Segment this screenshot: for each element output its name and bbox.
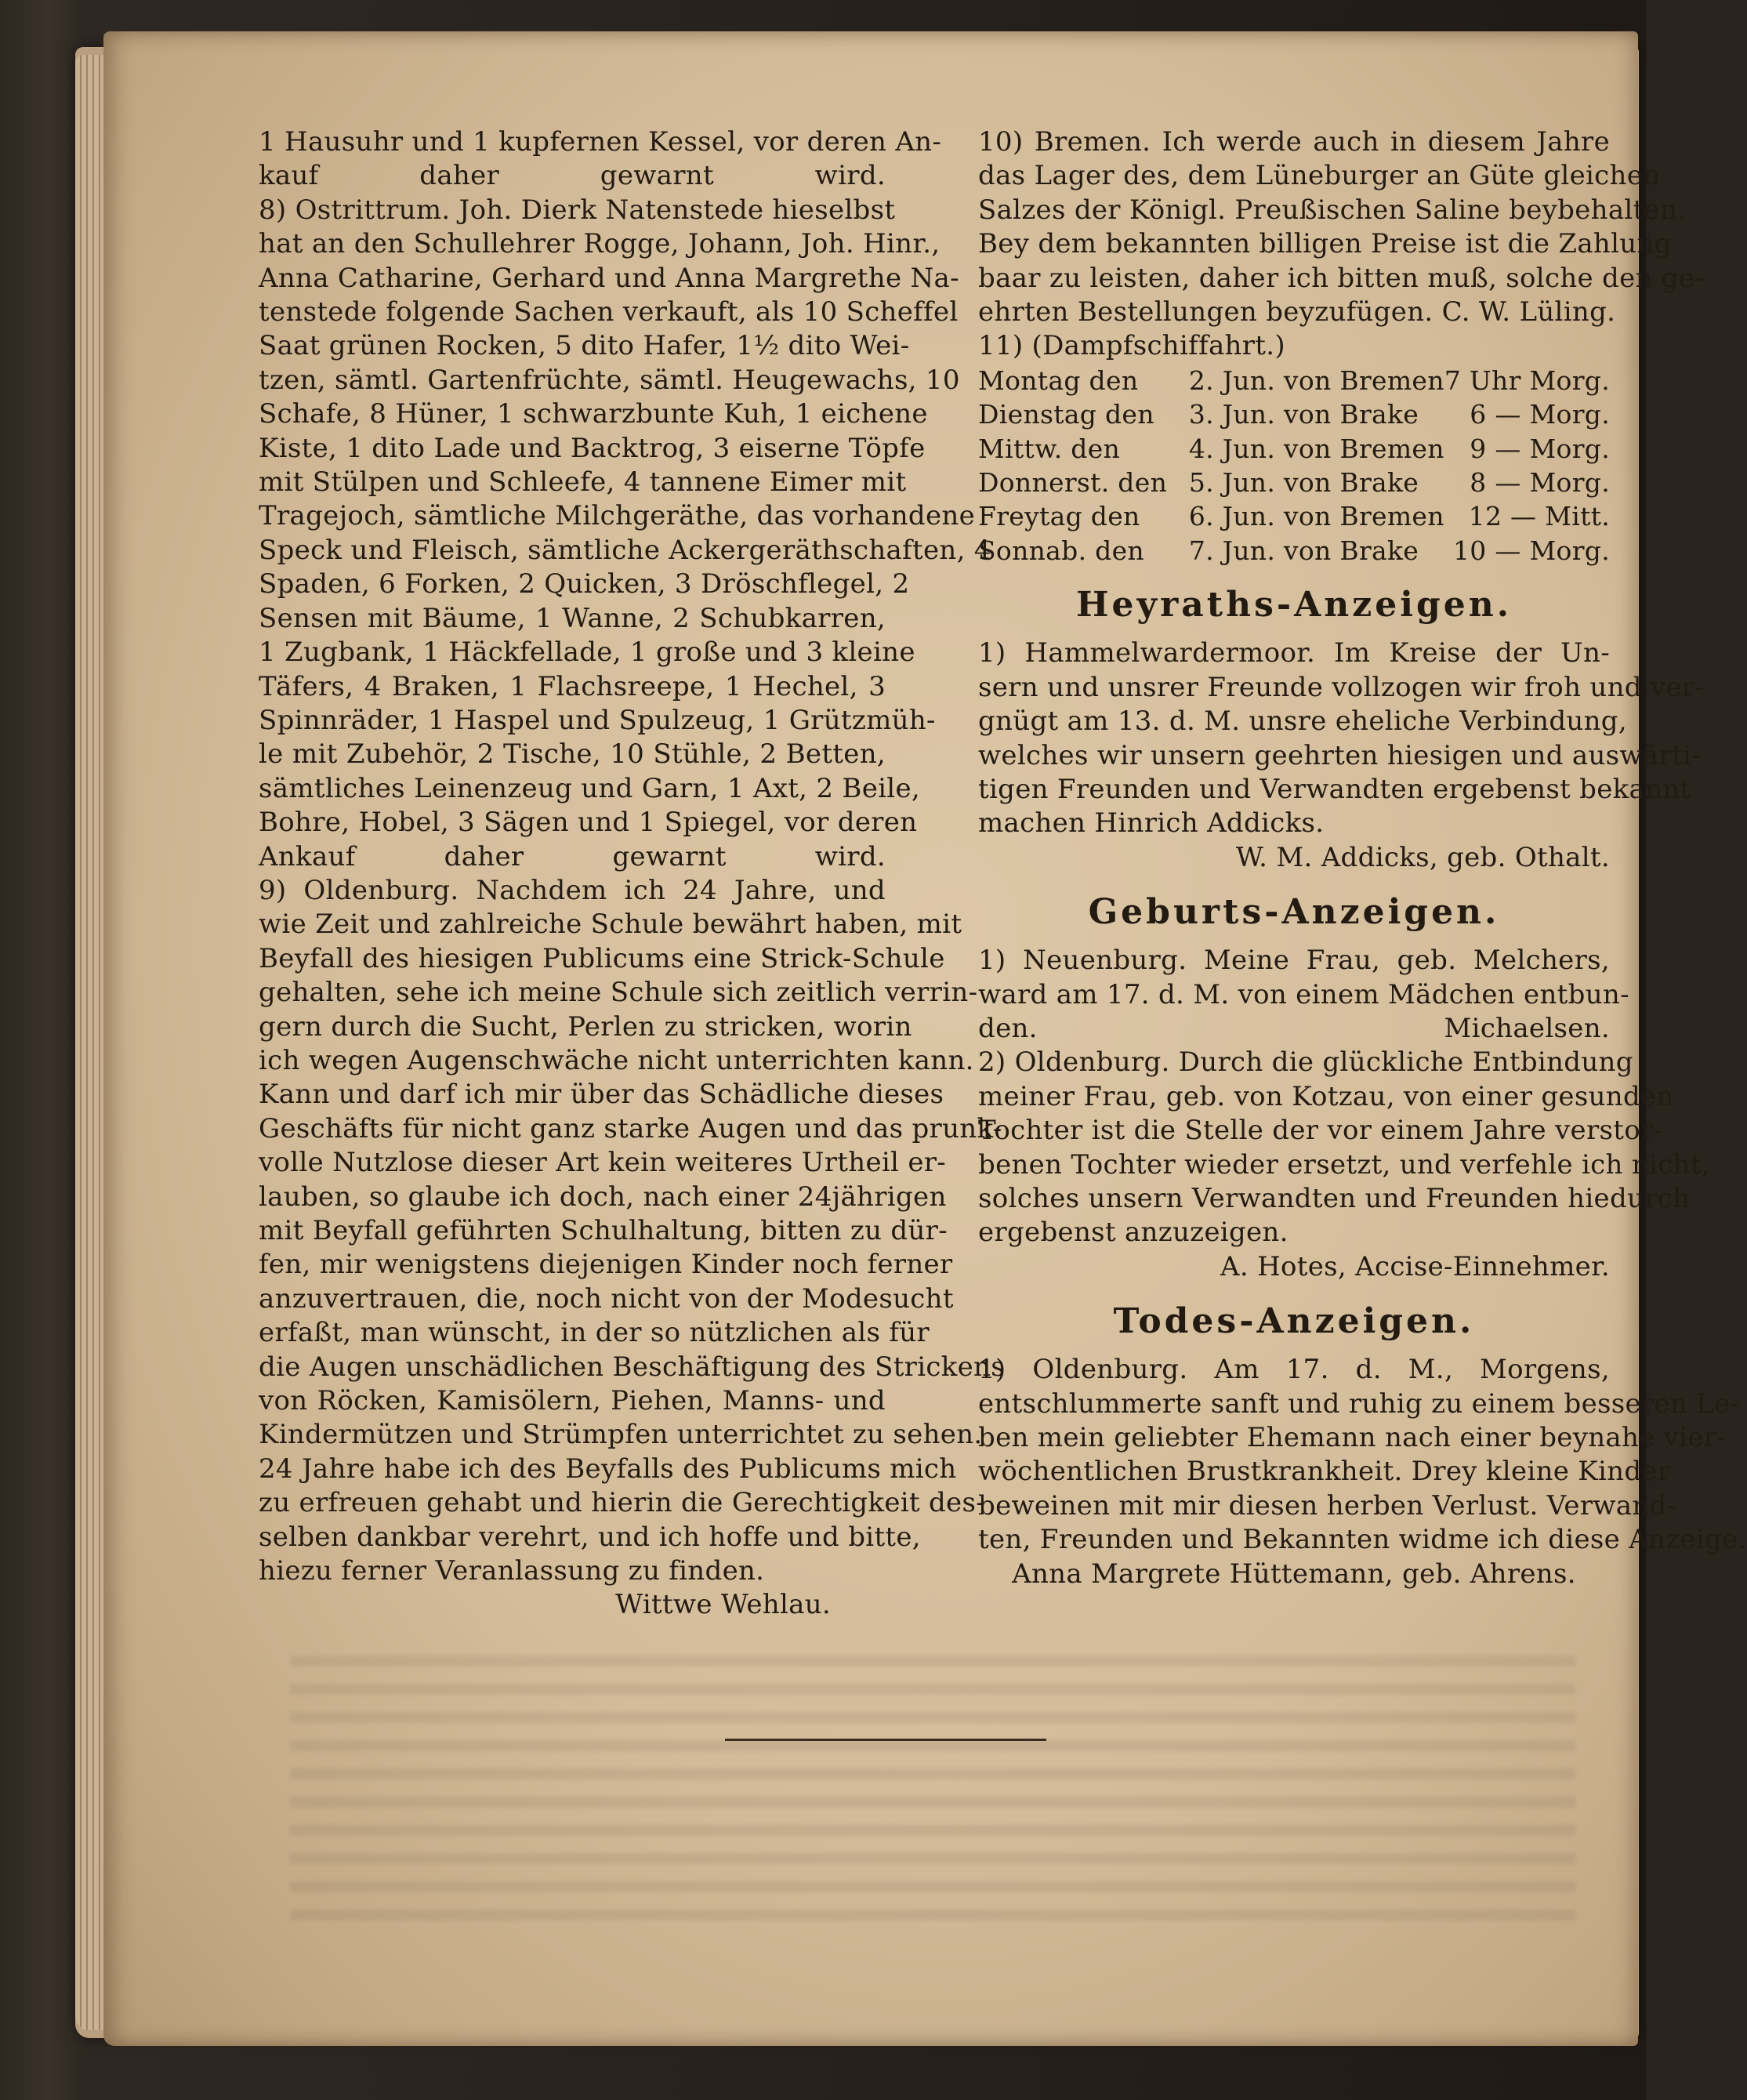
- schedule-date: 6. Jun. von Bremen: [1188, 501, 1444, 532]
- birth-notice-2: [978, 1046, 1710, 1249]
- text-line: kauf daher gewarnt wird.: [259, 160, 886, 192]
- text-line: Sensen mit Bäume, 1 Wanne, 2 Schubkarren,: [259, 602, 886, 634]
- schedule-day: Montag den: [978, 365, 1139, 396]
- schedule-time: 9 — Morg.: [1470, 433, 1610, 464]
- schedule-time: 8 — Morg.: [1470, 467, 1610, 499]
- schedule-row: [978, 397, 1610, 431]
- text-line: volle Nutzlose dieser Art kein weiteres Urtheil er-: [259, 1147, 947, 1179]
- section-divider-rule: [725, 1739, 1046, 1741]
- text-line: Kann und darf ich mir über das Schädliche dieses: [259, 1079, 944, 1111]
- text-line: Ankauf daher gewarnt wird.: [259, 840, 886, 872]
- schedule-day: Sonnab. den: [978, 535, 1144, 566]
- schedule-row: [978, 432, 1610, 466]
- text-line: tenstede folgende Sachen verkauft, als 10 Scheffel: [259, 296, 959, 328]
- text-line: Kiste, 1 dito Lade und Backtrog, 3 eiserne Töpfe: [259, 432, 926, 464]
- birth-heading: Geburts-Anzeigen.: [1088, 892, 1500, 933]
- text-line: Speck und Fleisch, sämtliche Ackergeräthschaften, 4: [259, 534, 991, 566]
- text-line: 9) Oldenburg. Nachdem ich 24 Jahre, und: [259, 874, 886, 906]
- schedule-row: [978, 466, 1610, 499]
- birth-notice-1-end: [978, 1012, 1610, 1046]
- text-line: solches unsern Verwandten und Freunden hiedurch: [978, 1182, 1691, 1214]
- text-line: welches wir unsern geehrten hiesigen und auswärti-: [978, 739, 1701, 771]
- text-line: meiner Frau, geb. von Kotzau, von einer gesunden: [978, 1080, 1674, 1112]
- text-line: 1 Zugbank, 1 Häckfellade, 1 große und 3 kleine: [259, 637, 915, 669]
- marriage-notice: [978, 637, 1705, 840]
- text-line: gnügt am 13. d. M. unsre eheliche Verbindung,: [978, 705, 1627, 738]
- marriage-signature: W. M. Addicks, geb. Othalt.: [1235, 841, 1610, 873]
- text-line: Spaden, 6 Forken, 2 Quicken, 3 Dröschflegel, 2: [259, 568, 910, 600]
- schedule-date: 3. Jun. von Brake: [1188, 399, 1419, 430]
- text-line: tzen, sämtl. Gartenfrüchte, sämtl. Heugewachs, 10: [259, 364, 960, 396]
- bleed-through: [290, 1638, 1575, 1936]
- text-line: Beyfall des hiesigen Publicums eine Strick-Schule: [259, 942, 945, 974]
- text-line: Geschäfts für nicht ganz starke Augen und das prunk-: [259, 1112, 1002, 1144]
- text-line: Tragejoch, sämtliche Milchgeräthe, das vorhandene: [259, 500, 975, 532]
- text-line: 1) Hammelwardermoor. Im Kreise der Un-: [978, 637, 1610, 669]
- text-line: benen Tochter wieder ersetzt, und verfehle ich nicht,: [978, 1148, 1710, 1181]
- text-line: hat an den Schullehrer Rogge, Johann, Joh. Hinr.,: [259, 228, 941, 260]
- schedule-time: 7 Uhr Morg.: [1444, 365, 1610, 396]
- text-line: ten, Freunden und Bekannten widme ich diese Anzeige.: [978, 1524, 1747, 1556]
- text-line: wie Zeit und zahlreiche Schule bewährt haben, mit: [259, 909, 962, 941]
- text-line: Spinnräder, 1 Haspel und Spulzeug, 1 Grützmüh-: [259, 704, 936, 736]
- left-column-text: [259, 125, 1005, 1588]
- schedule-day: Dienstag den: [978, 399, 1154, 430]
- text-line: 11) (Dampfschiffahrt.): [978, 330, 1285, 362]
- text-line: mit Stülpen und Schleefe, 4 tannene Eimer mit: [259, 466, 907, 499]
- right-column: [978, 125, 1747, 1591]
- text-line: entschlummerte sanft und ruhig zu einem besseren Le-: [978, 1387, 1740, 1420]
- text-line: Tochter ist die Stelle der vor einem Jahre verstor-: [978, 1115, 1663, 1147]
- text-line: wöchentlichen Brustkrankheit. Drey kleine Kinder: [978, 1456, 1671, 1488]
- text-line: zu erfreuen gehabt und hierin die Gerechtigkeit des-: [259, 1487, 986, 1519]
- text-line: Bey dem bekannten billigen Preise ist die Zahlung: [978, 228, 1672, 260]
- text-line: Anna Catharine, Gerhard und Anna Margrethe Na-: [259, 262, 959, 294]
- death-notice: [978, 1353, 1747, 1557]
- text-line: Kindermützen und Strümpfen unterrichtet zu sehen.: [259, 1419, 983, 1451]
- text-line: Täfers, 4 Braken, 1 Flachsreepe, 1 Hechel, 3: [259, 670, 886, 702]
- text-line: machen Hinrich Addicks.: [978, 807, 1325, 840]
- birth-notice-1-last-word: den.: [978, 1012, 1038, 1044]
- birth-signature-2: A. Hotes, Accise-Einnehmer.: [1220, 1250, 1610, 1282]
- signature-wehlau: Wittwe Wehlau.: [615, 1589, 831, 1621]
- text-line: baar zu leisten, daher ich bitten muß, solche den ge-: [978, 262, 1705, 294]
- text-line: von Röcken, Kamisölern, Piehen, Manns- und: [259, 1385, 886, 1417]
- schedule-day: Mittw. den: [978, 433, 1121, 464]
- text-line: ergebenst anzuzeigen.: [978, 1217, 1289, 1249]
- text-line: ward am 17. d. M. von einem Mädchen entbun-: [978, 978, 1629, 1010]
- steamship-schedule: [978, 364, 1610, 568]
- death-heading: Todes-Anzeigen.: [1113, 1301, 1475, 1342]
- schedule-time: 12 — Mitt.: [1468, 501, 1610, 532]
- birth-notice-1: [978, 944, 1629, 1012]
- text-line: 1) Neuenburg. Meine Frau, geb. Melchers,: [978, 945, 1610, 977]
- text-line: erfaßt, man wünscht, in der so nützlichen als für: [259, 1317, 930, 1349]
- text-line: hiezu ferner Veranlassung zu finden.: [259, 1555, 765, 1587]
- schedule-time: 6 — Morg.: [1470, 399, 1610, 430]
- text-line: Bohre, Hobel, 3 Sägen und 1 Spiegel, vor deren: [259, 807, 918, 839]
- schedule-day: Freytag den: [978, 501, 1140, 532]
- text-line: fen, mir wenigstens diejenigen Kinder noch ferner: [259, 1249, 953, 1281]
- text-line: anzuvertrauen, die, noch nicht von der Modesucht: [259, 1282, 954, 1315]
- text-line: gehalten, sehe ich meine Schule sich zeitlich verrin-: [259, 977, 978, 1009]
- schedule-day: Donnerst. den: [978, 467, 1168, 499]
- text-line: Salzes der Königl. Preußischen Saline beybehalten.: [978, 194, 1687, 226]
- text-line: Saat grünen Rocken, 5 dito Hafer, 1½ dito Wei-: [259, 330, 910, 362]
- schedule-row: [978, 364, 1610, 397]
- text-line: mit Beyfall geführten Schulhaltung, bitten zu dür-: [259, 1215, 948, 1246]
- death-signature: Anna Margrete Hüttemann, geb. Ahrens.: [1012, 1558, 1576, 1590]
- text-line: beweinen mit mir diesen herben Verlust. Verwand-: [978, 1489, 1676, 1522]
- text-line: selben dankbar verehrt, und ich hoffe und bitte,: [259, 1521, 921, 1553]
- text-line: 2) Oldenburg. Durch die glückliche Entbindung: [978, 1046, 1633, 1079]
- text-line: lauben, so glaube ich doch, nach einer 24jährigen: [259, 1181, 947, 1213]
- marriage-heading: Heyraths-Anzeigen.: [1075, 585, 1513, 626]
- text-line: die Augen unschädlichen Beschäftigung des Strickens: [259, 1351, 1005, 1383]
- schedule-date: 5. Jun. von Brake: [1188, 467, 1419, 499]
- schedule-date: 4. Jun. von Bremen: [1188, 433, 1444, 464]
- text-line: le mit Zubehör, 2 Tische, 10 Stühle, 2 Betten,: [259, 738, 886, 771]
- text-line: sämtliches Leinenzeug und Garn, 1 Axt, 2 Beile,: [259, 772, 921, 804]
- text-line: 1 Hausuhr und 1 kupfernen Kessel, vor deren An-: [259, 126, 942, 158]
- text-line: tigen Freunden und Verwandten ergebenst bekannt: [978, 773, 1691, 805]
- notice-bremen: [978, 125, 1705, 364]
- birth-signature-1: Michaelsen.: [1444, 1012, 1610, 1044]
- schedule-row: [978, 499, 1610, 533]
- text-line: ich wegen Augenschwäche nicht unterrichten kann.: [259, 1044, 974, 1076]
- schedule-date: 7. Jun. von Brake: [1188, 535, 1419, 566]
- schedule-date: 2. Jun. von Bremen: [1188, 365, 1444, 396]
- text-line: Schafe, 8 Hüner, 1 schwarzbunte Kuh, 1 eichene: [259, 398, 928, 430]
- text-line: das Lager des, dem Lüneburger an Güte gleichen: [978, 160, 1661, 192]
- text-line: 8) Ostrittrum. Joh. Dierk Natenstede hieselbst: [259, 194, 896, 226]
- schedule-time: 10 — Morg.: [1452, 535, 1610, 566]
- text-line: gern durch die Sucht, Perlen zu stricken, worin: [259, 1010, 912, 1043]
- text-line: 1) Oldenburg. Am 17. d. M., Morgens,: [978, 1354, 1610, 1386]
- text-line: ehrten Bestellungen beyzufügen. C. W. Lüling.: [978, 296, 1616, 328]
- text-line: 24 Jahre habe ich des Beyfalls des Publicums mich: [259, 1453, 957, 1485]
- text-line: 10) Bremen. Ich werde auch in diesem Jahre: [978, 126, 1610, 158]
- schedule-row: [978, 534, 1610, 568]
- text-line: ben mein geliebter Ehemann nach einer beynahe vier-: [978, 1422, 1727, 1453]
- left-column: [259, 125, 1005, 1623]
- text-line: sern und unsrer Freunde vollzogen wir froh und ver-: [978, 671, 1705, 703]
